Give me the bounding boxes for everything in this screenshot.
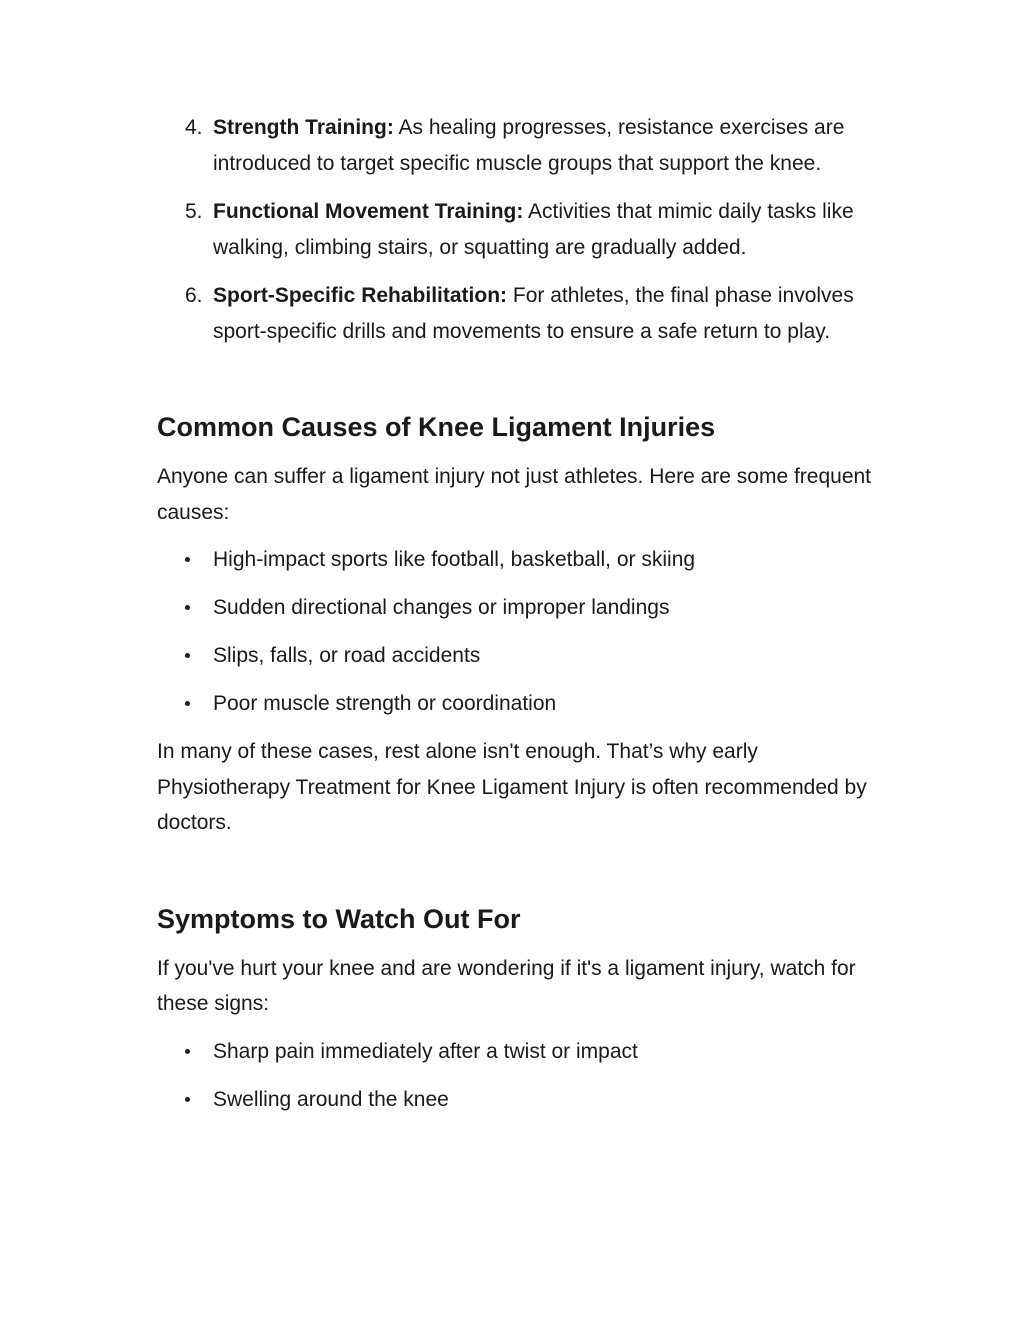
- list-item: [157, 686, 877, 722]
- list-item-title: Functional Movement Training:: [213, 200, 524, 223]
- list-item: [157, 542, 877, 578]
- list-item-text: Swelling around the knee: [213, 1087, 449, 1111]
- list-item-strength-training: [157, 110, 877, 181]
- causes-closing-paragraph: In many of these cases, rest alone isn't enough. That’s why early Physiotherapy Treatment for Knee Ligament Injury is often recommended by doctors.: [157, 740, 867, 834]
- list-item-text: High-impact sports like football, basketball, or skiing: [213, 548, 696, 571]
- list-number: 4.: [185, 116, 203, 139]
- list-item: [157, 1082, 877, 1118]
- heading-symptoms: Symptoms to Watch Out For: [157, 903, 521, 934]
- list-item: [157, 638, 877, 674]
- list-number: 6.: [185, 284, 203, 307]
- bullet-icon: [185, 701, 190, 706]
- list-item-functional-movement: [157, 194, 877, 265]
- causes-bullet-list: [157, 542, 877, 722]
- list-item-text: For athletes, the final phase involves sport-specific drills and movements to ensure a safe return to play.: [213, 284, 854, 343]
- list-item: [157, 1034, 877, 1070]
- list-item-sport-specific: [157, 278, 877, 349]
- bullet-icon: [185, 1049, 190, 1054]
- list-item-text: Slips, falls, or road accidents: [213, 644, 481, 667]
- list-item-text: Activities that mimic daily tasks like walking, climbing stairs, or squatting are gradually added.: [213, 200, 854, 259]
- list-item: [157, 590, 877, 626]
- list-item-text: Poor muscle strength or coordination: [213, 692, 557, 715]
- numbered-list: [157, 110, 877, 349]
- document-page: [157, 110, 877, 1130]
- list-item-text: Sudden directional changes or improper landings: [213, 596, 670, 619]
- list-item-text: Sharp pain immediately after a twist or impact: [213, 1039, 638, 1063]
- bullet-icon: [185, 1097, 190, 1102]
- heading-common-causes: Common Causes of Knee Ligament Injuries: [157, 412, 716, 442]
- list-number: 5.: [185, 200, 203, 223]
- bullet-icon: [185, 557, 190, 562]
- list-item-text: As healing progresses, resistance exercises are introduced to target specific muscle groups that support the knee.: [213, 116, 845, 175]
- symptoms-bullet-list: [157, 1034, 877, 1118]
- bullet-icon: [185, 605, 190, 610]
- bullet-icon: [185, 653, 190, 658]
- list-item-title: Strength Training:: [213, 116, 394, 139]
- symptoms-intro: If you've hurt your knee and are wondering if it's a ligament injury, watch for these signs:: [157, 956, 856, 1015]
- causes-intro: Anyone can suffer a ligament injury not just athletes. Here are some frequent causes:: [157, 465, 872, 524]
- list-item-title: Sport-Specific Rehabilitation:: [213, 284, 508, 307]
